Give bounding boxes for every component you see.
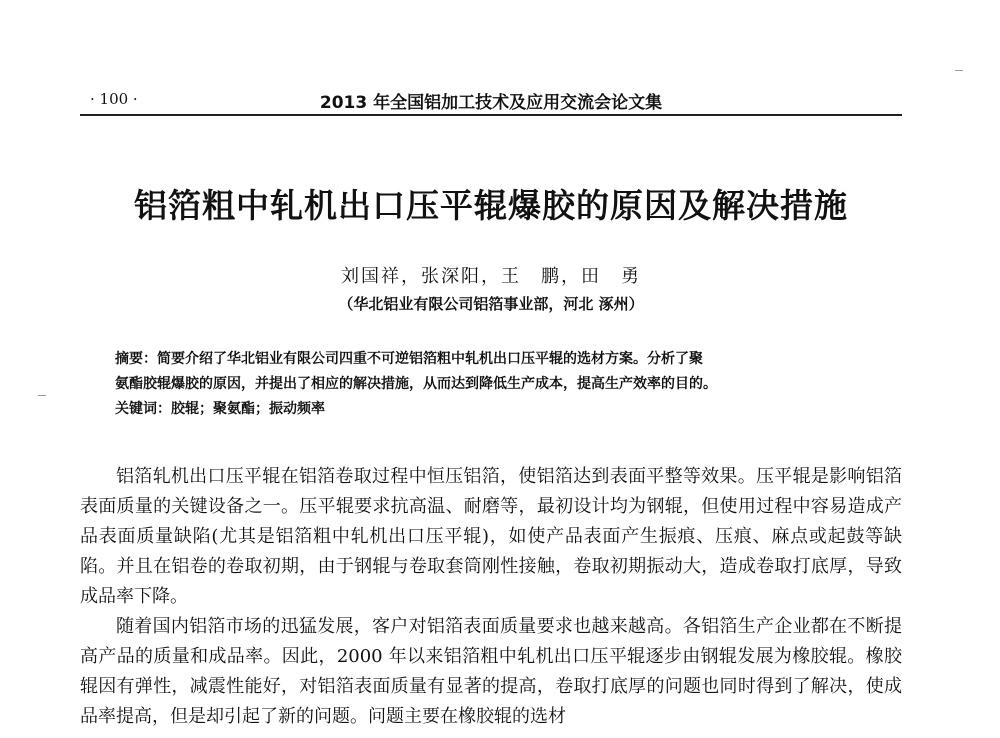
abstract-block [115,347,875,422]
article-title: 铝箔粗中轧机出口压平辊爆胶的原因及解决措施 [134,186,848,225]
abstract-line: 摘要：简要介绍了华北铝业有限公司四重不可逆铝箔粗中轧机出口压平辊的选材方案。分析了聚 [115,351,703,367]
journal-title: 2013 年全国铝加工技术及应用交流会论文集 [319,93,663,113]
paragraph: 铝箔轧机出口压平辊在铝箔卷取过程中恒压铝箔，使铝箔达到表面平整等效果。压平辊是影响铝箔表面质量的关键设备之一。压平辊要求抗高温、耐磨等，最初设计均为钢辊，但使用过程中容易造成产品表面质量缺陷(尤其是铝箔粗中轧机出口压平辊)，如使产品表面产生振痕、压痕、麻点或起鼓等缺陷。并且在铝卷的卷取初期，由于钢辊与卷取套筒刚性接触，卷取初期振动大，造成卷取打底厚，导致成品率下降。 [80,466,902,607]
running-header [80,84,902,114]
page-number: · 100 · [90,90,138,108]
scan-mark [955,70,963,71]
abstract-line: 氨酯胶辊爆胶的原因，并提出了相应的解决措施，从而达到降低生产成本，提高生产效率的目的。 [115,376,717,392]
body-text [80,462,902,732]
affiliation: （华北铝业有限公司铝箔事业部，河北 涿州） [338,295,644,313]
author-list: 刘国祥，张深阳，王 鹏，田 勇 [341,266,641,287]
header-rule [80,114,902,116]
keywords: 关键词：胶辊；聚氨酯；振动频率 [115,401,325,417]
paragraph: 随着国内铝箔市场的迅猛发展，客户对铝箔表面质量要求也越来越高。各铝箔生产企业都在不断提高产品的质量和成品率。因此，2000 年以来铝箔粗中轧机出口压平辊逐步由钢辊发展为橡胶辊。橡胶辊因有弹性，减震性能好，对铝箔表面质量有显著的提高，卷取打底厚的问题也同时得到了解决，使成品率提高，但是却引起了新的问题。问题主要在橡胶辊的选材 [80,616,902,727]
scan-mark [38,395,46,396]
